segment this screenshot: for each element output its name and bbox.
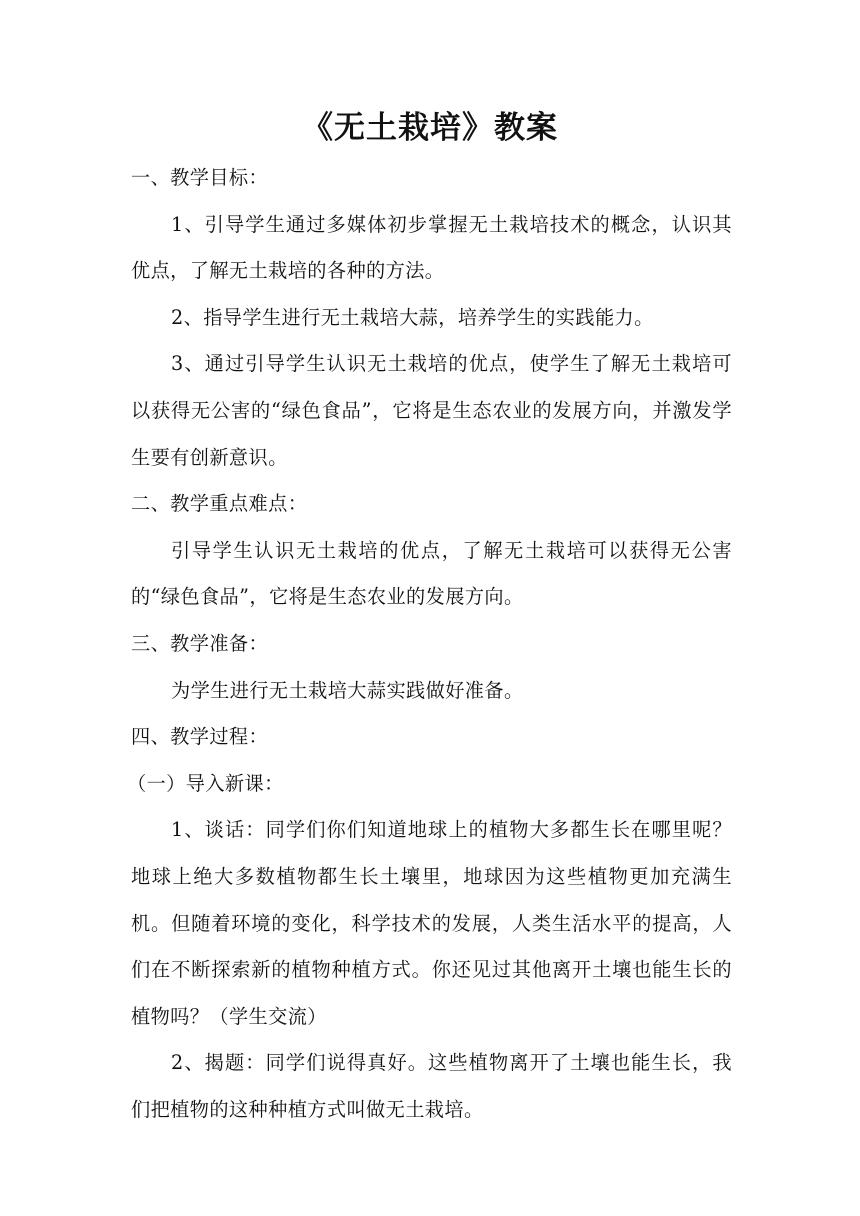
- key-points-text: 引导学生认识无土栽培的优点，了解无土栽培可以获得无公害的“绿色食品”，它将是生态农业的发展方向。: [131, 538, 732, 609]
- section-heading-objectives: 一、教学目标：: [131, 166, 269, 189]
- objective-3: 3、通过引导学生认识无土栽培的优点，使学生了解无土栽培可以获得无公害的“绿色食品”，它将是生态农业的发展方向，并激发学生要有创新意识。: [131, 352, 732, 469]
- document-title: 《无土栽培》教案: [302, 110, 558, 146]
- section-heading-preparation: 三、教学准备：: [131, 631, 269, 655]
- objective-2: 2、指导学生进行无土栽培大蒜，培养学生的实践能力。: [171, 305, 654, 329]
- document-body: [127, 155, 732, 1133]
- section-heading-key-points: 二、教学重点难点：: [131, 492, 308, 516]
- preparation-text: 为学生进行无土栽培大蒜实践做好准备。: [171, 678, 524, 702]
- process-step-2: 2、揭题：同学们说得真好。这些植物离开了土壤也能生长，我们把植物的这种种植方式叫做无土栽培。: [131, 1051, 732, 1121]
- subsection-heading-intro: （一）导入新课：: [127, 771, 284, 795]
- section-heading-process: 四、教学过程：: [131, 725, 269, 749]
- process-step-1: 1、谈话：同学们你们知道地球上的植物大多都生长在哪里呢？地球上绝大多数植物都生长土壤里，地球因为这些植物更加充满生机。但随着环境的变化，科学技术的发展，人类生活水平的提高，人们在不断探索新的植物种植方式。你还见过其他离开土壤也能生长的植物吗？（学生交流）: [131, 818, 732, 1028]
- objective-1: 1、引导学生通过多媒体初步掌握无土栽培技术的概念，认识其优点，了解无土栽培的各种的方法。: [131, 212, 732, 283]
